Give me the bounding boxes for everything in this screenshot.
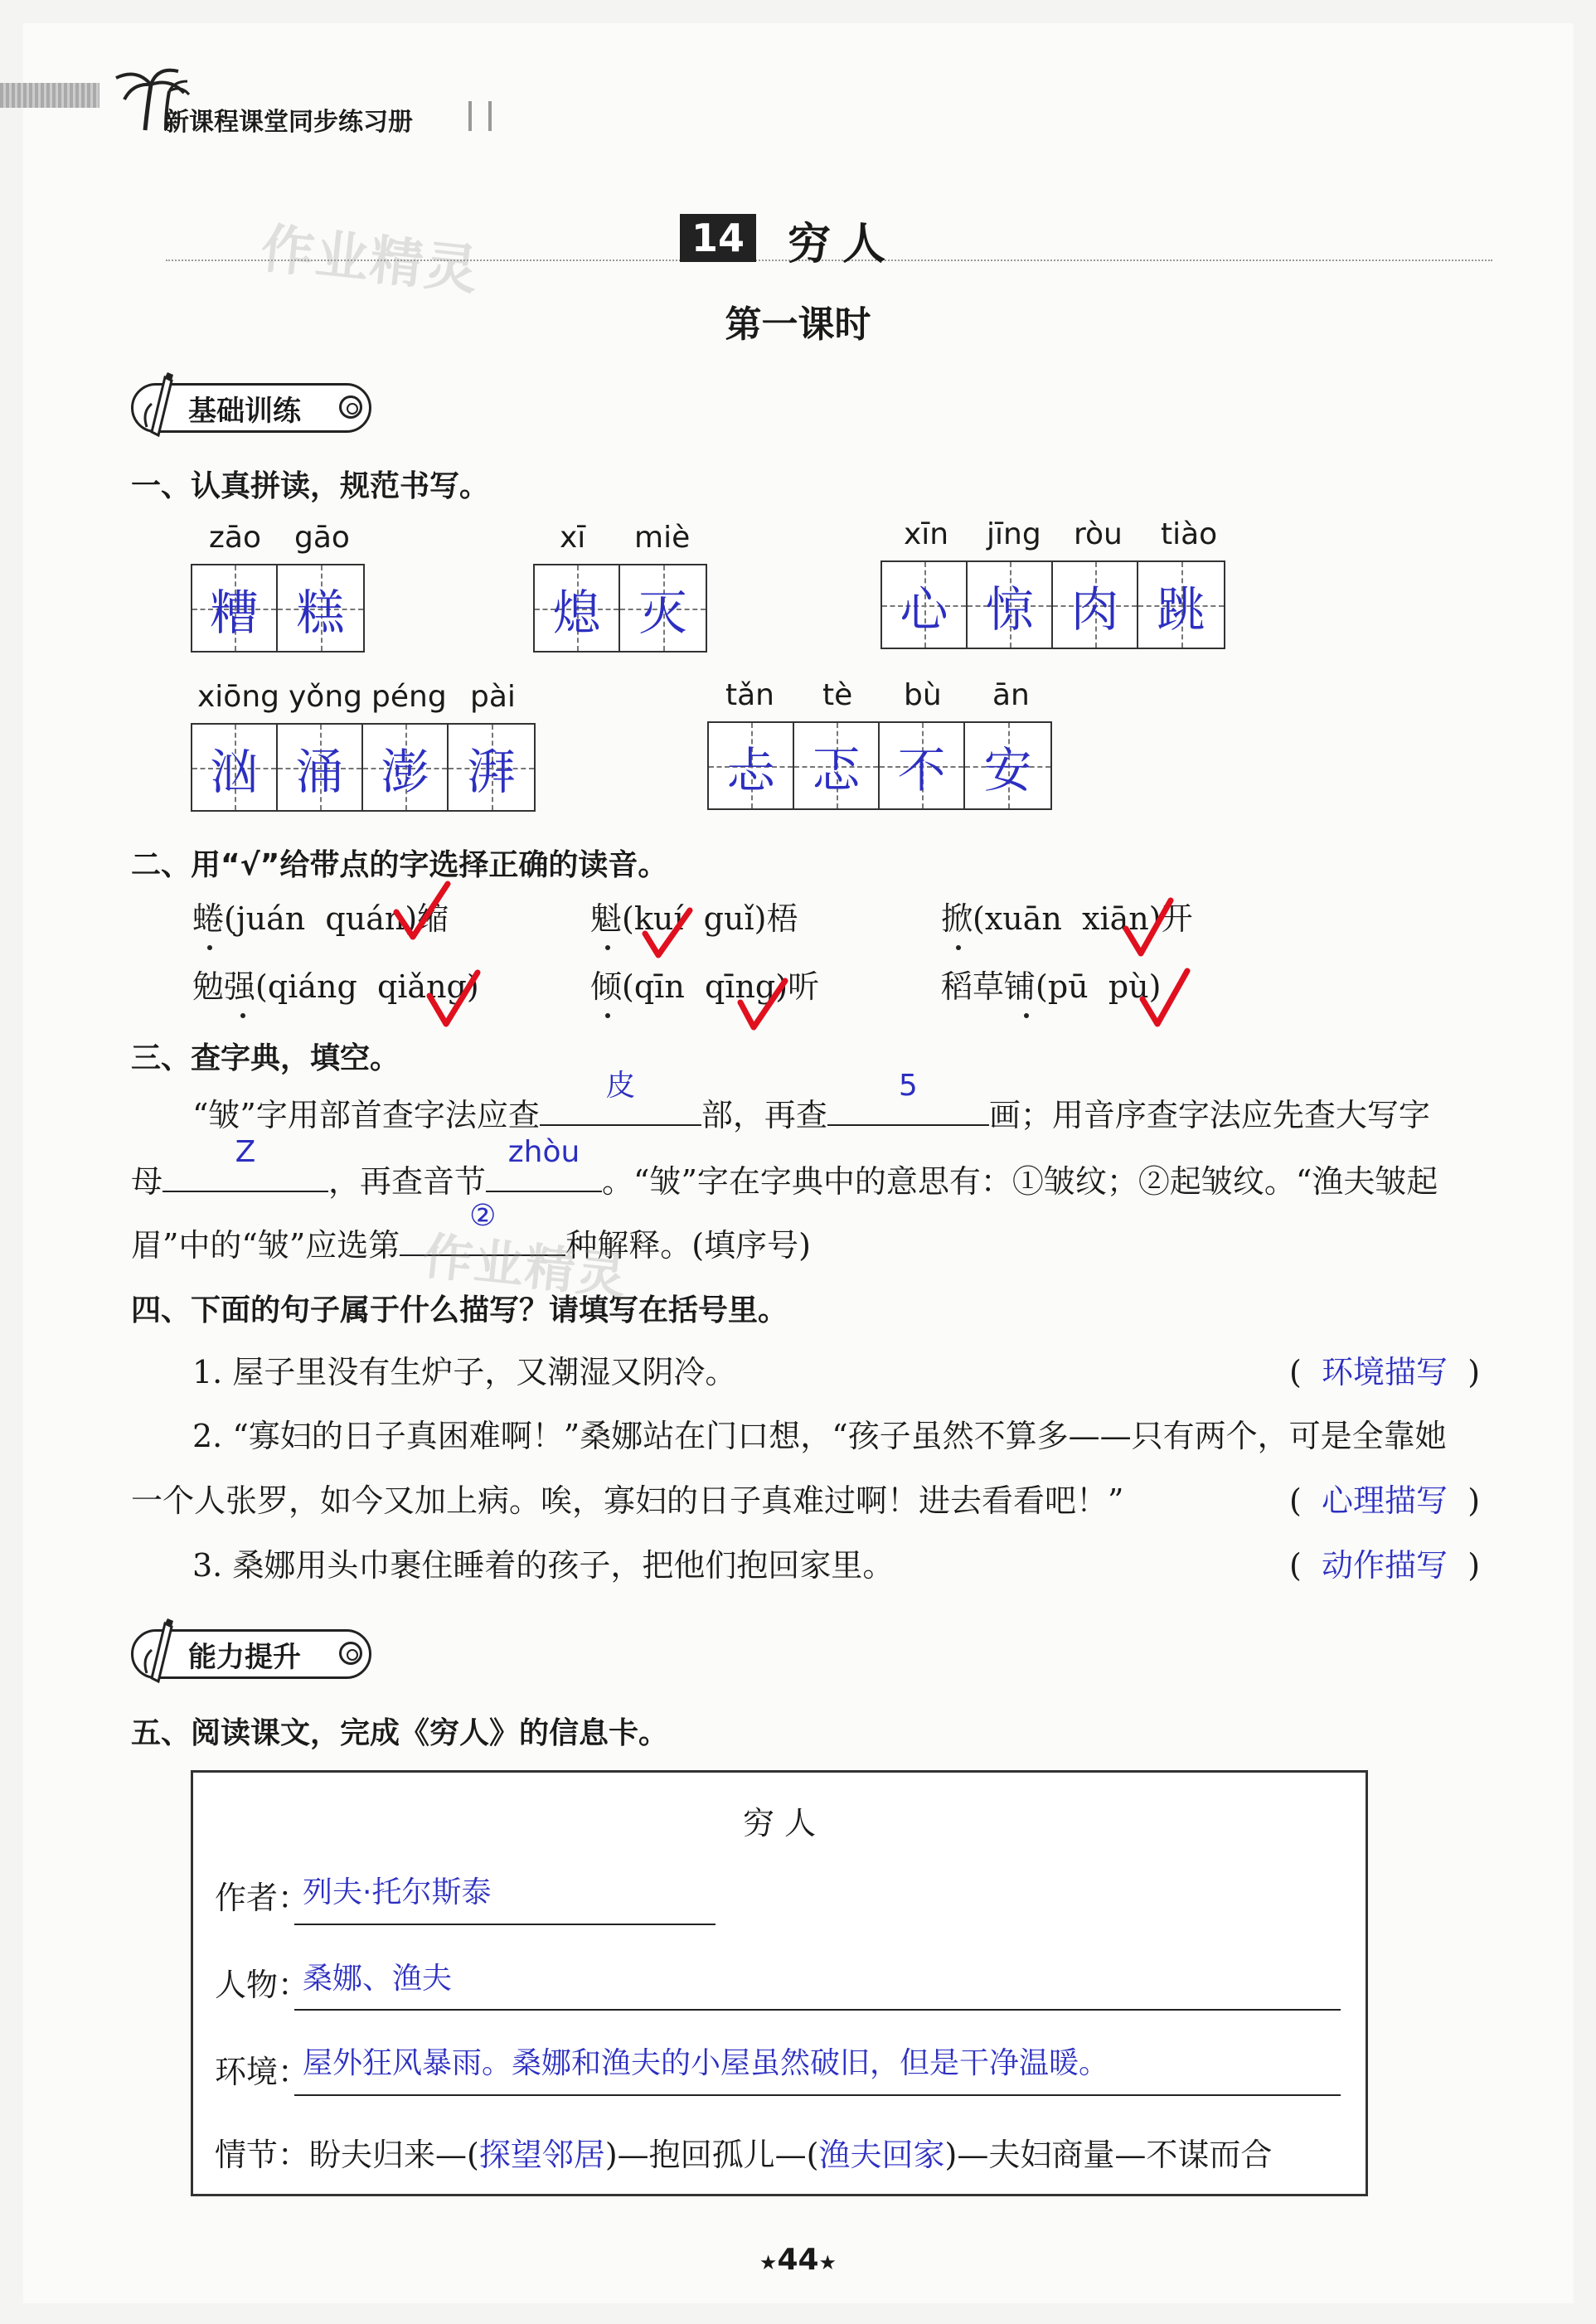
written-char: 安 — [983, 741, 1032, 798]
section-badge-basic — [131, 383, 371, 433]
written-char: 糕 — [296, 584, 345, 641]
paren: ) — [1467, 1354, 1481, 1390]
header-decor-bar — [0, 83, 99, 108]
grid-cell — [709, 723, 794, 808]
written-char: 湃 — [467, 743, 516, 800]
header-divider — [468, 101, 492, 131]
grid-cell — [535, 565, 620, 651]
watermark: 作业精灵 — [420, 1227, 631, 1307]
item-word: 魁 — [590, 900, 623, 937]
pinyin-option[interactable]: pū — [1047, 968, 1089, 1005]
paren: ( — [1289, 1482, 1302, 1519]
q3-text: ，再查音节 — [328, 1163, 487, 1200]
writing-grid — [191, 723, 536, 812]
pinyin-option[interactable]: guǐ — [703, 900, 754, 937]
written-char: 不 — [897, 741, 946, 798]
pinyin: ròu — [1074, 517, 1123, 551]
answer-blank[interactable] — [827, 1069, 989, 1126]
plot-text: )—抱回孤儿—( — [604, 2137, 819, 2173]
emphasis-dot — [240, 1013, 245, 1018]
check-icon — [734, 974, 792, 1036]
pencil-icon — [140, 1617, 175, 1683]
written-char: 心 — [900, 580, 948, 638]
item-word: 掀 — [941, 900, 973, 937]
paren: ( — [1289, 1547, 1302, 1584]
page-number: 44 — [777, 2243, 819, 2277]
writing-grid — [191, 564, 365, 653]
item-word: 稻草铺 — [941, 968, 1036, 1005]
grid-cell — [363, 725, 449, 810]
plot-label: 情节： — [215, 2137, 310, 2173]
grid-cell — [278, 725, 363, 810]
answer-text[interactable]: 心理描写 — [1322, 1482, 1448, 1519]
pinyin: bù — [904, 678, 942, 712]
plot-line — [215, 2129, 1272, 2175]
grid-cell — [620, 565, 706, 651]
q4-answer-paren — [1289, 1468, 1480, 1534]
badge-label: 能力提升 — [188, 1640, 301, 1674]
check-icon — [1136, 966, 1194, 1032]
grid-cell — [192, 565, 278, 651]
answer-text[interactable]: 环境描写 — [1322, 1354, 1448, 1390]
writing-grid — [707, 721, 1052, 810]
pinyin-option[interactable]: qīn — [633, 968, 685, 1005]
q4-answer-paren — [1289, 1532, 1480, 1599]
grid-cell — [278, 565, 363, 651]
q4-sentence: 3. 桑娜用头巾裹住睡着的孩子，把他们抱回家里。 — [192, 1547, 895, 1584]
grid-cell — [968, 562, 1053, 648]
pinyin: péng — [371, 680, 447, 714]
written-char: 惊 — [985, 580, 1034, 638]
written-char: 肉 — [1070, 580, 1119, 638]
q3-line1 — [192, 1069, 1430, 1148]
pinyin-option[interactable]: qiǎng — [376, 968, 467, 1005]
people-label: 人物： — [215, 1967, 310, 2003]
pinyin: jīng — [987, 517, 1041, 551]
item-word: 开 — [1161, 900, 1193, 937]
writing-grid — [533, 564, 707, 653]
pinyin-option[interactable]: pù — [1108, 968, 1149, 1005]
page-number-footer — [0, 2243, 1596, 2277]
q3-text: 画；用音序查字法应先查大写字 — [988, 1097, 1430, 1133]
q4-heading: 四、下面的句子属于什么描写？请填写在括号里。 — [131, 1293, 788, 1327]
pinyin: zāo — [209, 521, 261, 555]
emphasis-dot — [956, 945, 961, 950]
q2-item: 勉强(qiáng qiǎng) — [192, 968, 479, 1005]
paren: ) — [1467, 1482, 1481, 1519]
written-char: 灭 — [638, 584, 687, 641]
check-icon — [390, 879, 456, 945]
pinyin-option[interactable]: kuí — [633, 900, 684, 937]
q4-answer-paren — [1289, 1339, 1480, 1405]
q2-heading: 二、用“√”给带点的字选择正确的读音。 — [131, 848, 668, 882]
star-icon: ★ — [818, 2251, 837, 2274]
grid-cell — [1053, 562, 1138, 648]
pinyin-option[interactable]: xiān — [1082, 900, 1149, 937]
q2-item: 蜷(juán quán)缩 — [192, 900, 449, 937]
pinyin: tiào — [1161, 517, 1218, 551]
pinyin: gāo — [294, 521, 350, 555]
q1-heading: 一、认真拼读，规范书写。 — [131, 469, 490, 503]
emphasis-dot — [1024, 1013, 1029, 1018]
ring-icon — [339, 395, 362, 419]
info-card — [191, 1770, 1368, 2196]
pinyin: xiōng — [197, 680, 279, 714]
answer-text: ② — [469, 1199, 497, 1233]
people-answer: 桑娜、渔夫 — [303, 1962, 453, 1996]
grid-cell — [882, 562, 968, 648]
written-char: 忑 — [812, 741, 861, 798]
item-word: 倾 — [590, 968, 623, 1005]
pinyin: tǎn — [725, 678, 774, 712]
item-word: 蜷 — [192, 900, 225, 937]
written-char: 汹 — [210, 743, 259, 800]
ring-icon — [339, 1642, 362, 1665]
author-label: 作者： — [215, 1880, 310, 1916]
lesson-subtitle: 第一课时 — [725, 303, 871, 346]
q3-text: 部，再查 — [701, 1097, 827, 1133]
written-char: 涌 — [295, 743, 344, 800]
plot-answer[interactable]: 渔夫回家 — [818, 2137, 945, 2173]
pencil-icon — [140, 371, 175, 437]
answer-blank[interactable] — [163, 1135, 328, 1192]
written-char: 熄 — [552, 584, 601, 641]
pinyin: miè — [634, 521, 691, 555]
pinyin: pài — [470, 680, 516, 714]
q2-item: 倾(qīn qīng)听 — [590, 968, 820, 1005]
written-char: 澎 — [381, 743, 429, 800]
plot-text: )—夫妇商量—不谋而合 — [944, 2137, 1273, 2173]
grid-cell — [192, 725, 278, 810]
author-answer: 列夫·托尔斯泰 — [303, 1875, 492, 1909]
pinyin-option[interactable]: xuān — [984, 900, 1062, 937]
q4-sentence: 一个人张罗，如今又加上病。唉，寡妇的日子真难过啊！进去看看吧！” — [131, 1482, 1124, 1519]
section-badge-advanced — [131, 1629, 371, 1679]
emphasis-dot — [207, 945, 212, 950]
paren: ) — [1467, 1547, 1481, 1584]
q4-sentence: 2. “寡妇的日子真困难啊！”桑娜站在门口想，“孩子虽然不算多——只有两个，可是全靠她 — [192, 1418, 1447, 1454]
answer-text: Z — [235, 1135, 256, 1169]
plot-text: 盼夫归来—( — [309, 2137, 479, 2173]
answer-text: zhòu — [507, 1135, 580, 1169]
star-icon: ★ — [759, 2251, 778, 2274]
written-char: 糟 — [210, 584, 259, 641]
q3-text: 眉”中的“皱”应选第 — [131, 1227, 400, 1264]
pinyin: yǒng — [289, 680, 362, 714]
pinyin-option[interactable]: juán — [235, 900, 306, 937]
lesson-title: 穷人 — [788, 220, 898, 269]
q3-text: 母 — [131, 1163, 163, 1200]
item-word: 缩 — [417, 900, 449, 937]
pinyin: xīn — [904, 517, 949, 551]
env-label: 环境： — [215, 2054, 310, 2090]
written-char: 忐 — [726, 741, 775, 798]
answer-text: 5 — [898, 1069, 918, 1103]
card-title: 穷 人 — [742, 1805, 817, 1841]
check-icon — [638, 904, 696, 962]
q2-item: 稻草铺(pū pù) — [941, 968, 1162, 1005]
plot-answer[interactable]: 探望邻居 — [478, 2137, 605, 2173]
pinyin-option[interactable]: qīng — [704, 968, 776, 1005]
answer-text[interactable]: 动作描写 — [1322, 1547, 1448, 1584]
grid-cell — [1138, 562, 1224, 648]
grid-cell — [965, 723, 1050, 808]
env-answer: 屋外狂风暴雨。桑娜和渔夫的小屋虽然破旧，但是干净温暖。 — [303, 2046, 1109, 2080]
q4-sentence: 1. 屋子里没有生炉子，又潮湿又阴冷。 — [192, 1354, 737, 1390]
item-word: 听 — [788, 968, 820, 1005]
emphasis-dot — [605, 1013, 610, 1018]
q3-text: 。“皱”字在字典中的意思有：①皱纹；②起皱纹。“渔夫皱起 — [602, 1163, 1438, 1200]
q3-text: 种解释。(填序号) — [565, 1227, 811, 1264]
grid-cell — [880, 723, 965, 808]
watermark: 作业精灵 — [258, 218, 483, 303]
q3-text: “皱”字用部首查字法应查 — [192, 1097, 540, 1133]
grid-cell — [449, 725, 534, 810]
answer-text: 皮 — [605, 1069, 636, 1103]
pinyin-option[interactable]: qiáng — [267, 968, 357, 1005]
item-word: 梧 — [766, 900, 798, 937]
check-icon — [423, 966, 485, 1032]
pinyin: xī — [560, 521, 586, 555]
pinyin: ān — [992, 678, 1030, 712]
item-word: 勉强 — [192, 968, 256, 1005]
q2-item: 魁(kuí guǐ)梧 — [590, 900, 798, 937]
q2-item: 掀(xuān xiān)开 — [941, 900, 1193, 937]
written-char: 跳 — [1157, 580, 1205, 638]
lesson-number: 14 — [680, 214, 756, 262]
writing-grid — [880, 560, 1225, 649]
check-icon — [1119, 895, 1177, 962]
emphasis-dot — [605, 945, 610, 950]
pinyin: tè — [822, 678, 853, 712]
q3-heading: 三、查字典，填空。 — [131, 1041, 400, 1075]
q3-line2 — [131, 1135, 1438, 1215]
series-title: 新课程课堂同步练习册 — [164, 108, 413, 137]
q5-heading: 五、阅读课文，完成《穷人》的信息卡。 — [131, 1716, 669, 1750]
paren: ( — [1289, 1354, 1302, 1390]
pinyin-option[interactable]: quán — [325, 900, 405, 937]
badge-label: 基础训练 — [188, 394, 301, 428]
grid-cell — [794, 723, 880, 808]
